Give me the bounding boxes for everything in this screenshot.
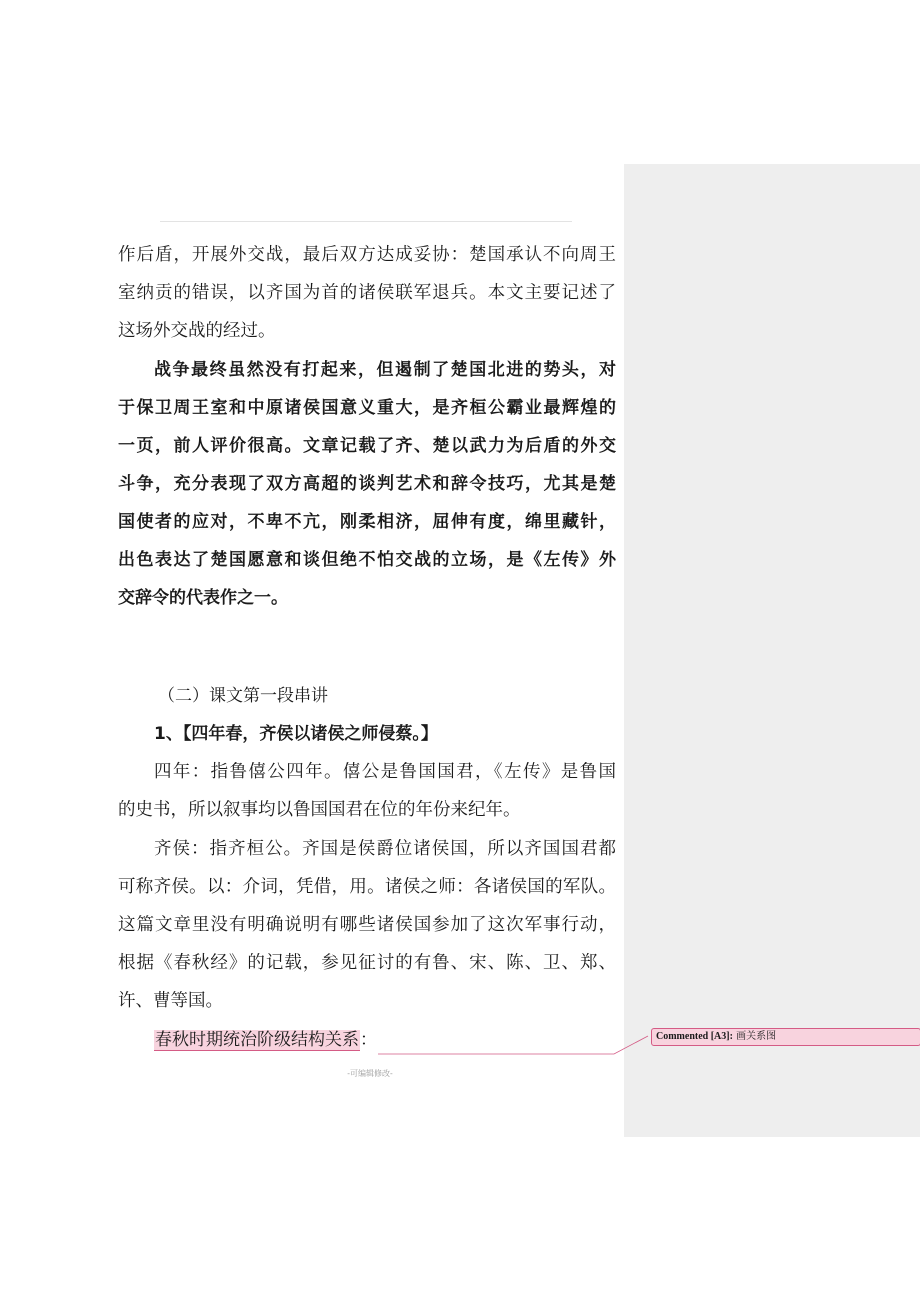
paragraph-line: 战争最终虽然没有打起来，但遏制了楚国北进的势头，对 [154, 360, 616, 380]
paragraph-line: 许、曹等国。 [118, 991, 223, 1011]
paragraph-line: 这篇文章里没有明确说明有哪些诸侯国参加了这次军事行动， [118, 915, 616, 935]
paragraph-line: 国使者的应对，不卑不亢，刚柔相济，屈伸有度，绵里藏针， [118, 512, 616, 532]
paragraph-line: 交辞令的代表作之一。 [118, 588, 288, 608]
paragraph-line: 作后盾，开展外交战，最后双方达成妥协：楚国承认不向周王 [118, 245, 616, 265]
page-footer: -可编辑修改- [347, 1069, 393, 1078]
comment-balloon[interactable] [651, 1028, 920, 1046]
paragraph-line: 可称齐侯。以：介词，凭借，用。诸侯之师：各诸侯国的军队。 [118, 877, 616, 897]
paragraph-line: 一页，前人评价很高。文章记载了齐、楚以武力为后盾的外交 [118, 436, 616, 456]
paragraph-line: 齐侯：指齐桓公。齐国是侯爵位诸侯国，所以齐国国君都 [154, 839, 616, 859]
subheading: 1、【四年春，齐侯以诸侯之师侵蔡。】 [154, 724, 438, 744]
paragraph-line: 四年：指鲁僖公四年。僖公是鲁国国君，《左传》是鲁国 [154, 762, 616, 782]
paragraph-line: 出色表达了楚国愿意和谈但绝不怕交战的立场，是《左传》外 [118, 550, 616, 570]
section-heading: （二）课文第一段串讲 [158, 686, 328, 706]
paragraph-line: 于保卫周王室和中原诸侯国意义重大，是齐桓公霸业最辉煌的 [118, 398, 616, 418]
paragraph-line: 室纳贡的错误，以齐国为首的诸侯联军退兵。本文主要记述了 [118, 283, 616, 303]
paragraph-line: 根据《春秋经》的记载，参见征讨的有鲁、宋、陈、卫、郑、 [118, 953, 616, 973]
paragraph-line: 斗争，充分表现了双方高超的谈判艺术和辞令技巧，尤其是楚 [118, 474, 616, 494]
comment-text: 画关系图 [736, 1031, 777, 1042]
comment-author: Commented [A3]: [656, 1031, 733, 1042]
header-rule [160, 221, 572, 222]
commented-line [154, 1021, 377, 1059]
highlight-suffix: ： [360, 1030, 377, 1050]
paragraph-line: 这场外交战的经过。 [118, 321, 276, 341]
comment-anchor-highlight[interactable]: 春秋时期统治阶级结构关系 [155, 1030, 359, 1050]
paragraph-line: 的史书，所以叙事均以鲁国国君在位的年份来纪年。 [118, 800, 521, 820]
comment-pane [624, 164, 920, 1137]
